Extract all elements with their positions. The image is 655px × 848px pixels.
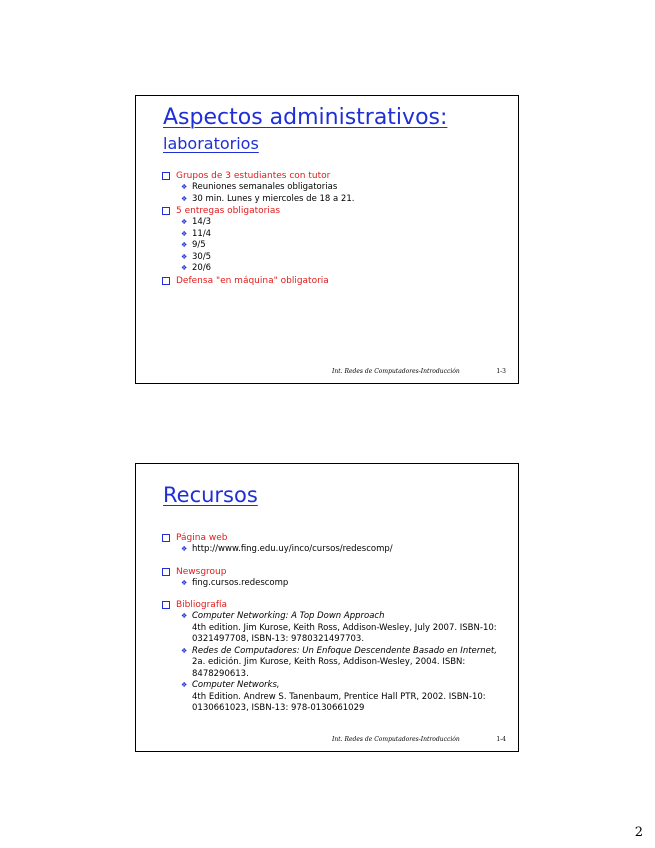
diamond-icon: ❖ [181, 229, 188, 238]
bullet-text: Defensa "en máquina" obligatoria [176, 275, 329, 286]
reference-details: 4th edition. Jim Kurose, Keith Ross, Addison-Wesley, July 2007. ISBN-10: 0321497708, ISBN-13: 9780321497703. [192, 622, 497, 644]
diamond-icon: ❖ [181, 578, 188, 587]
bullet-text: 5 entregas obligatorias [176, 206, 281, 216]
bullet-text: Página web [176, 533, 228, 543]
sub-bullet-item [162, 182, 512, 194]
diamond-icon: ❖ [181, 545, 188, 553]
reference-item [162, 611, 512, 646]
diamond-icon: ❖ [181, 194, 188, 203]
reference-item [162, 646, 512, 681]
bullet-list [162, 170, 512, 287]
bullet-text: Grupos de 3 estudiantes con tutor [176, 171, 331, 181]
diamond-icon: ❖ [181, 681, 188, 689]
sub-bullet-item [162, 229, 512, 241]
reference-details: 2a. edición. Jim Kurose, Keith Ross, Addison-Wesley, 2004. ISBN: 8478290613. [192, 657, 466, 679]
reference-details: 4th Edition. Andrew S. Tanenbaum, Prentice Hall PTR, 2002. ISBN-10: 0130661023, ISBN-13: 978-0130661029 [192, 691, 486, 713]
sub-bullet-item [162, 194, 512, 206]
sub-bullet-text: Reuniones semanales obligatorias [192, 182, 338, 192]
sub-bullet-text: 9/5 [192, 240, 206, 250]
slide-footer: Int. Redes de Computadores-Introducción [332, 736, 460, 743]
bullet-item [162, 599, 512, 611]
slide-number: 1-3 [496, 368, 506, 375]
diamond-icon: ❖ [181, 218, 188, 226]
sub-bullet-item [162, 240, 512, 252]
sub-bullet-item [162, 544, 512, 556]
bullet-item [162, 170, 512, 182]
slide-1-4 [135, 463, 519, 752]
spacer [162, 589, 512, 599]
diamond-icon: ❖ [181, 183, 188, 191]
bullet-text: Bibliografía [176, 600, 228, 610]
page-number: 2 [634, 825, 643, 840]
sub-bullet-item [162, 578, 512, 590]
diamond-icon: ❖ [181, 241, 188, 249]
reference-title: Computer Networks, [192, 680, 280, 690]
bullet-text: Newsgroup [176, 566, 227, 577]
diamond-icon: ❖ [181, 252, 188, 261]
sub-bullet-text: 11/4 [192, 228, 212, 239]
sub-bullet-text: 30/5 [192, 251, 212, 262]
sub-bullet-text: 30 min. Lunes y miercoles de 18 a 21. [192, 193, 355, 204]
sub-bullet-text: 20/6 [192, 263, 212, 273]
spacer [162, 556, 512, 566]
bullet-item [162, 205, 512, 217]
slide-subtitle: laboratorios [163, 134, 259, 153]
bullet-item [162, 566, 512, 578]
slide-number: 1-4 [496, 736, 506, 743]
slide-1-3 [135, 95, 519, 384]
sub-bullet-text: 14/3 [192, 217, 212, 227]
diamond-icon: ❖ [181, 612, 188, 620]
slide-footer: Int. Redes de Computadores-Introducción [332, 368, 460, 375]
sub-bullet-item [162, 263, 512, 275]
newsgroup-name: fing.cursos.redescomp [192, 577, 289, 588]
diamond-icon: ❖ [181, 646, 188, 655]
reference-title: Redes de Computadores: Un Enfoque Descendente Basado en Internet, [192, 645, 497, 656]
reference-item [162, 680, 512, 715]
diamond-icon: ❖ [181, 264, 188, 272]
bullet-item [162, 532, 512, 544]
sub-bullet-item [162, 217, 512, 229]
bullet-list [162, 532, 512, 715]
sub-bullet-item [162, 252, 512, 264]
slide-title: Aspectos administrativos: [163, 105, 448, 130]
website-url: http://www.fing.edu.uy/inco/cursos/redescomp/ [192, 544, 393, 554]
slide-title: Recursos [163, 483, 258, 507]
reference-title: Computer Networking: A Top Down Approach [192, 611, 385, 621]
bullet-item [162, 275, 512, 287]
